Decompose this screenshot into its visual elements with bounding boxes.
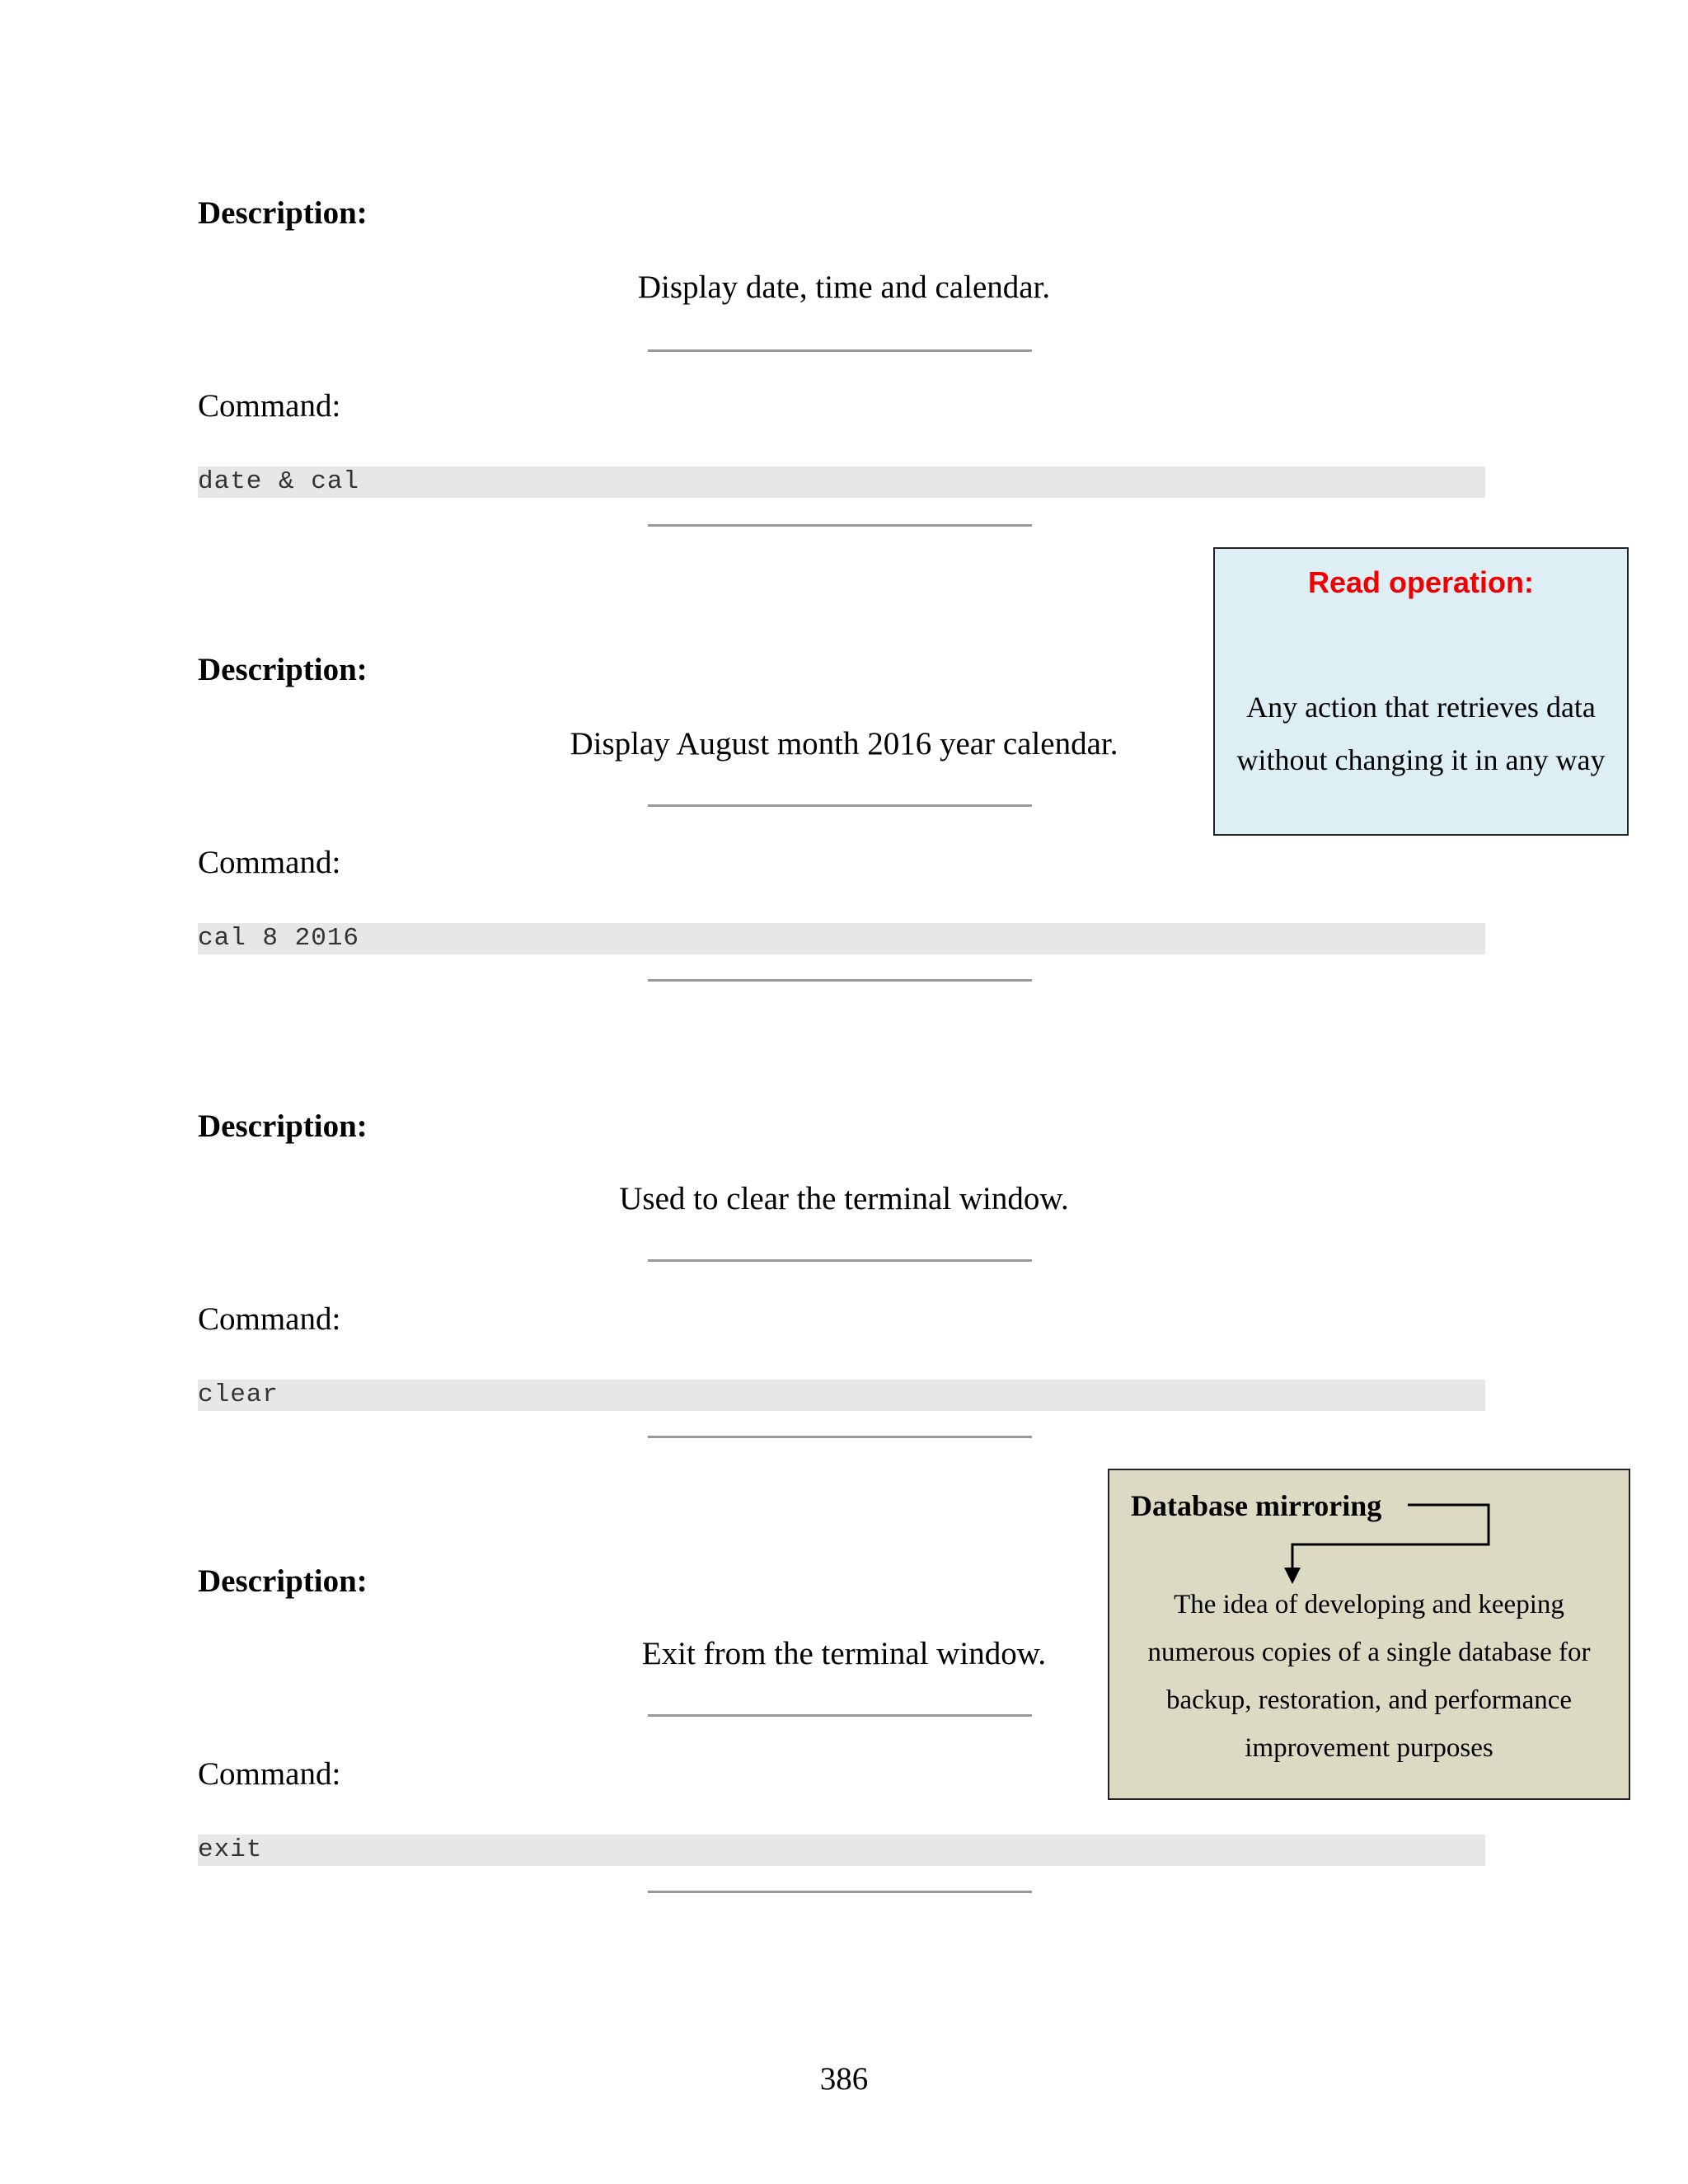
page-number: 386: [819, 2061, 869, 2097]
description-text: Display date, time and calendar.: [637, 269, 1051, 305]
read-operation-callout: [1213, 547, 1629, 836]
callout-title: Read operation:: [1307, 565, 1535, 599]
database-mirroring-callout: [1108, 1469, 1630, 1800]
divider: [648, 804, 1032, 807]
description-label: Description:: [198, 1108, 368, 1144]
callout-line: without changing it in any way: [1236, 743, 1606, 776]
divider: [648, 524, 1032, 527]
callout-line: The idea of developing and keeping: [1174, 1590, 1564, 1619]
description-text: Display August month 2016 year calendar.: [570, 726, 1118, 762]
command-label: Command:: [198, 388, 341, 424]
command-label: Command:: [198, 1756, 341, 1792]
callout-line: improvement purposes: [1245, 1733, 1493, 1763]
description-label: Description:: [198, 1563, 368, 1599]
command-code: date & cal: [198, 466, 1485, 498]
divider: [648, 1436, 1032, 1438]
description-text: Used to clear the terminal window.: [619, 1181, 1069, 1216]
divider: [648, 349, 1032, 352]
command-code: clear: [198, 1380, 1485, 1411]
description-label: Description:: [198, 195, 368, 231]
divider: [648, 1714, 1032, 1717]
command-label: Command:: [198, 845, 341, 880]
command-label: Command:: [198, 1301, 341, 1337]
command-code: cal 8 2016: [198, 923, 1485, 954]
callout-body: [1215, 681, 1627, 786]
callout-line: numerous copies of a single database for: [1147, 1638, 1591, 1667]
description-text: Exit from the terminal window.: [641, 1636, 1047, 1671]
callout-title: Database mirroring: [1131, 1489, 1382, 1522]
divider: [648, 1259, 1032, 1262]
callout-line: backup, restoration, and performance: [1165, 1685, 1573, 1715]
callout-body: [1109, 1581, 1629, 1772]
command-code: exit: [198, 1835, 1485, 1866]
divider: [648, 979, 1032, 982]
description-label: Description:: [198, 652, 368, 687]
callout-line: Any action that retrieves data: [1246, 691, 1596, 724]
divider: [648, 1891, 1032, 1893]
